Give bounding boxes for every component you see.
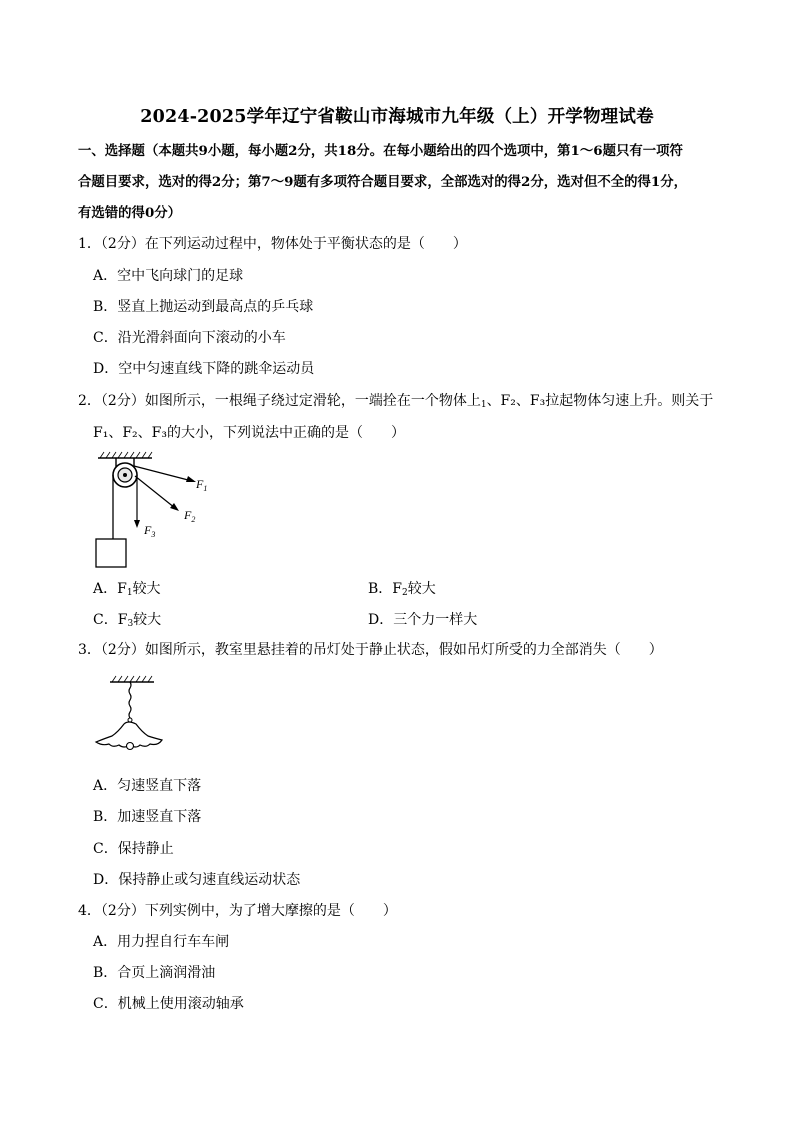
question-2-stem-line-2: F₁、F₂、F₃的大小，下列说法中正确的是（ ） — [93, 425, 405, 441]
question-2-stem-line-1 — [78, 391, 713, 415]
section-heading-line-1: 一、选择题（本题共9小题，每小题2分，共18分。在每小题给出的四个选项中，第1～6题只有一项符 — [78, 143, 683, 159]
question-2-stem-sub: 1 — [480, 400, 487, 410]
question-1-option-a: A．空中飞向球门的足球 — [93, 268, 244, 284]
section-heading-line-3: 有选错的得0分） — [78, 205, 182, 221]
question-3-option-d: D．保持静止或匀速直线运动状态 — [93, 872, 301, 888]
question-2-stem-part-1: 2．（2分）如图所示，一根绳子绕过定滑轮，一端拴在一个物体上 — [78, 393, 481, 409]
force-f1-arrow — [186, 476, 196, 482]
chandelier-bulb — [127, 743, 134, 750]
question-4-stem: 4．（2分）下列实例中，为了增大摩擦的是（ ） — [78, 903, 397, 919]
force-f2-arrow — [170, 503, 179, 511]
section-heading-line-2: 合题目要求，选对的得2分；第7～9题有多项符合题目要求，全部选对的得2分，选对但不全的得1分， — [78, 174, 687, 190]
question-3-option-b: B．加速竖直下落 — [93, 809, 202, 825]
chandelier-knob — [128, 718, 132, 722]
question-2-option-a: A．$F_1$较大 — [93, 581, 161, 598]
question-2-option-b: B．$F_2$较大 — [368, 581, 436, 598]
chandelier-diagram — [92, 672, 172, 762]
question-3-option-c: C．保持静止 — [93, 841, 174, 857]
question-1-option-c: C．沿光滑斜面向下滚动的小车 — [93, 330, 286, 346]
question-3-option-a: A．匀速竖直下落 — [93, 778, 202, 794]
label-f2: $F_2$ — [184, 508, 196, 524]
force-f3-arrow — [134, 520, 140, 528]
ceiling-hatch — [100, 452, 152, 458]
hanging-box — [96, 539, 126, 567]
label-f3: $F_3$ — [144, 523, 156, 539]
question-4-option-a: A．用力捏自行车车闸 — [93, 934, 230, 950]
force-f2-line — [135, 476, 175, 508]
pulley-diagram — [90, 448, 230, 573]
question-2-option-d: D．三个力一样大 — [368, 612, 478, 628]
question-1-stem: 1．（2分）在下列运动过程中，物体处于平衡状态的是（ ） — [78, 236, 467, 252]
question-2-option-c: C．$F_3$较大 — [93, 612, 162, 629]
question-1-option-d: D．空中匀速直线下降的跳伞运动员 — [93, 361, 315, 377]
label-f1: $F_1$ — [196, 477, 208, 493]
question-4-option-c: C．机械上使用滚动轴承 — [93, 996, 244, 1012]
question-1-option-b: B．竖直上抛运动到最高点的乒乓球 — [93, 299, 314, 315]
question-2-stem-part-3: ₂、F₃拉起物体匀速上升。则关于 — [510, 393, 714, 409]
force-f1-line — [134, 466, 192, 481]
chandelier-chain — [129, 682, 131, 718]
ceiling-hatch-2 — [112, 676, 152, 682]
question-3-stem: 3．（2分）如图所示，教室里悬挂着的吊灯处于静止状态，假如吊灯所受的力全部消失（ ） — [78, 642, 663, 658]
page-title: 2024-2025学年辽宁省鞍山市海城市九年级（上）开学物理试卷 — [140, 107, 654, 127]
question-2-stem-part-2: 、F — [486, 393, 511, 409]
pulley-axle — [123, 473, 127, 477]
question-4-option-b: B．合页上滴润滑油 — [93, 965, 216, 981]
